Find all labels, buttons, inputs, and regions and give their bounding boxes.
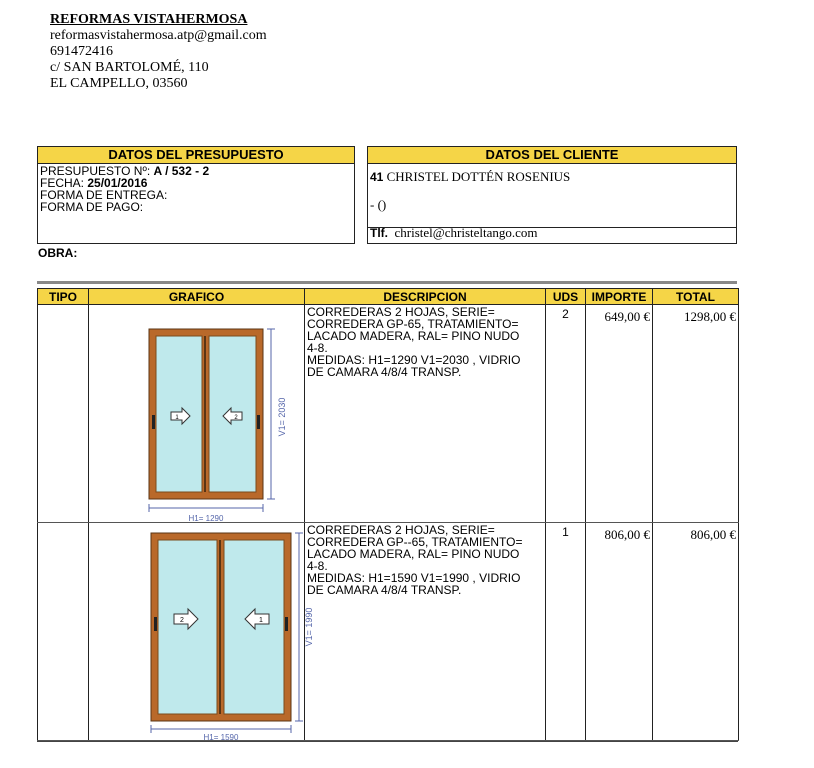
- importe-cell: 649,00 €: [586, 305, 653, 523]
- table-bottom-rule: [37, 741, 738, 742]
- budget-box-title: DATOS DEL PRESUPUESTO: [38, 147, 354, 164]
- company-phone: 691472416: [50, 44, 113, 59]
- description-line: CORREDERA GP-65, TRATAMIENTO=: [307, 317, 519, 331]
- importe-cell: 806,00 €: [586, 523, 653, 741]
- description-line: 4-8.: [307, 341, 328, 355]
- company-city: EL CAMPELLO, 03560: [50, 76, 188, 91]
- description-line: LACADO MADERA, RAL= PINO NUDO: [307, 329, 520, 343]
- left-handle: [154, 617, 157, 631]
- obra-label: OBRA:: [38, 246, 78, 260]
- delivery-label: FORMA DE ENTREGA:: [40, 188, 168, 202]
- total-cell: 806,00 €: [653, 523, 739, 741]
- client-address: - (): [370, 197, 387, 212]
- description-cell: [305, 523, 546, 741]
- sliding-window-drawing: [89, 305, 305, 523]
- table-header-row: [38, 289, 739, 305]
- height-label: V1= 2030: [277, 397, 287, 437]
- col-grafico: GRAFICO: [89, 289, 305, 305]
- sliding-window-drawing: [89, 523, 314, 742]
- description-line: MEDIDAS: H1=1590 V1=1990 , VIDRIO: [307, 571, 521, 585]
- uds-cell: 1: [546, 523, 586, 741]
- tipo-cell: [38, 523, 89, 741]
- col-uds: UDS: [546, 289, 586, 305]
- client-contact-row: [370, 225, 538, 241]
- right-handle: [257, 415, 260, 429]
- table-row: [38, 523, 739, 741]
- table-row: [38, 305, 739, 523]
- width-label: H1= 1590: [203, 733, 239, 742]
- description-line: 4-8.: [307, 559, 328, 573]
- client-name-row: [370, 169, 570, 185]
- width-dimension-line: [151, 725, 291, 733]
- window-drawing-cell: [89, 523, 314, 742]
- height-label: V1= 1990: [304, 607, 314, 647]
- items-table: [37, 288, 739, 741]
- client-box-title: DATOS DEL CLIENTE: [368, 147, 736, 164]
- height-dimension-line: [295, 533, 303, 721]
- window-drawing-cell: [89, 305, 305, 523]
- client-name: CHRISTEL DOTTÉN ROSENIUS: [386, 169, 571, 184]
- budget-number: A / 532 - 2: [153, 164, 210, 178]
- svg-text:1: 1: [259, 617, 263, 624]
- right-handle: [285, 617, 288, 631]
- col-tipo: TIPO: [38, 289, 89, 305]
- description-line: MEDIDAS: H1=1290 V1=2030 , VIDRIO: [307, 353, 521, 367]
- payment-label: FORMA DE PAGO:: [40, 200, 144, 214]
- svg-text:1: 1: [175, 415, 179, 421]
- description-cell: [305, 305, 546, 523]
- client-tlf-label: Tlf.: [370, 226, 388, 240]
- section-divider: [37, 281, 737, 284]
- description-line: DE CAMARA 4/8/4 TRANSP.: [307, 583, 462, 597]
- budget-date: 25/01/2016: [87, 176, 148, 190]
- col-total: TOTAL: [653, 289, 739, 305]
- description-line: LACADO MADERA, RAL= PINO NUDO: [307, 547, 520, 561]
- description-line: CORREDERA GP--65, TRATAMIENTO=: [307, 535, 523, 549]
- col-descripcion: DESCRIPCION: [305, 289, 546, 305]
- company-address: c/ SAN BARTOLOMÉ, 110: [50, 60, 209, 75]
- budget-data-box: [37, 146, 355, 244]
- company-email: reformasvistahermosa.atp@gmail.com: [50, 28, 267, 43]
- uds-cell: 2: [546, 305, 586, 523]
- client-code: 41: [370, 170, 384, 184]
- description-line: DE CAMARA 4/8/4 TRANSP.: [307, 365, 462, 379]
- tipo-cell: [38, 305, 89, 523]
- budget-date-label: FECHA:: [40, 176, 85, 190]
- description-line: CORREDERAS 2 HOJAS, SERIE=: [307, 305, 495, 319]
- client-email: christel@christeltango.com: [394, 225, 538, 240]
- left-handle: [152, 415, 155, 429]
- width-label: H1= 1290: [188, 514, 224, 523]
- total-cell: 1298,00 €: [653, 305, 739, 523]
- height-dimension-line: [267, 329, 275, 499]
- company-header: [50, 12, 267, 92]
- description-line: CORREDERAS 2 HOJAS, SERIE=: [307, 523, 495, 537]
- client-data-box: [367, 146, 737, 244]
- svg-text:2: 2: [234, 415, 238, 421]
- width-dimension-line: [149, 504, 263, 512]
- company-name: REFORMAS VISTAHERMOSA: [50, 12, 248, 27]
- budget-number-label: PRESUPUESTO Nº:: [40, 164, 151, 178]
- svg-text:2: 2: [180, 617, 184, 624]
- col-importe: IMPORTE: [586, 289, 653, 305]
